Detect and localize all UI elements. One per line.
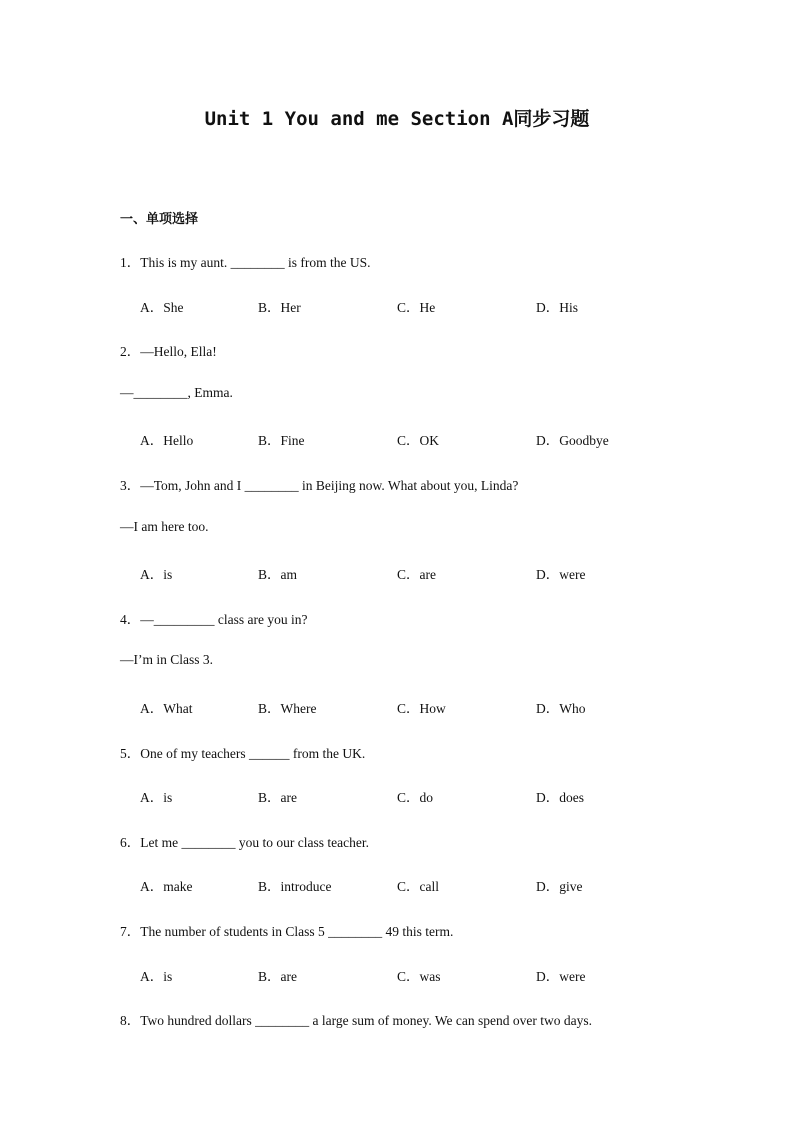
answer-option: A．is [140,790,173,806]
answer-option: D．Goodbye [536,433,609,449]
answer-option: A．Hello [140,433,194,449]
answer-option: D．Who [536,701,586,716]
question-stem: 3．—Tom, John and I ________ in Beijing now. What about you, Linda? [120,478,519,493]
page-title: Unit 1 You and me Section A同步习题 [204,108,590,130]
answer-option: C．do [397,790,434,806]
answer-option: D．His [536,299,579,315]
answer-option: C．How [397,701,446,716]
answer-option: C．are [397,567,436,583]
answer-option: B．are [258,968,297,984]
answer-option: B．introduce [258,879,332,895]
answer-option: B．am [258,567,297,583]
section-heading: 一、单项选择 [120,212,199,227]
question-dialogue-line: —I am here too. [120,518,209,534]
answer-option: A．is [140,567,173,583]
question-stem: 8．Two hundred dollars ________ a large sum of money. We can spend over two days. [120,1013,592,1029]
question-stem: 6．Let me ________ you to our class teacher. [120,834,369,850]
answer-option: B．Fine [258,433,305,449]
question-stem: 2．—Hello, Ella! [120,344,217,360]
answer-option: D．does [536,790,584,806]
answer-option: B．Where [258,701,317,716]
answer-option: C．He [397,299,436,315]
answer-option: C．call [397,879,439,895]
answer-option: C．was [397,968,441,984]
answer-option: D．were [536,968,586,984]
answer-option: A．What [140,701,193,716]
answer-option: D．were [536,567,586,583]
answer-option: A．is [140,968,173,984]
answer-option: D．give [536,879,583,895]
question-stem: 4．—_________ class are you in? [120,611,308,627]
answer-option: B．are [258,790,297,806]
question-dialogue-line: —I’m in Class 3. [120,652,213,668]
answer-option: B．Her [258,299,301,315]
question-stem: 1．This is my aunt. ________ is from the US. [120,255,371,270]
question-dialogue-line: —________, Emma. [120,384,233,400]
question-stem: 5．One of my teachers ______ from the UK. [120,745,366,761]
answer-option: A．make [140,879,193,895]
question-stem: 7．The number of students in Class 5 ________ 49 this term. [120,924,454,939]
answer-option: C．OK [397,433,440,449]
answer-option: A．She [140,299,184,315]
